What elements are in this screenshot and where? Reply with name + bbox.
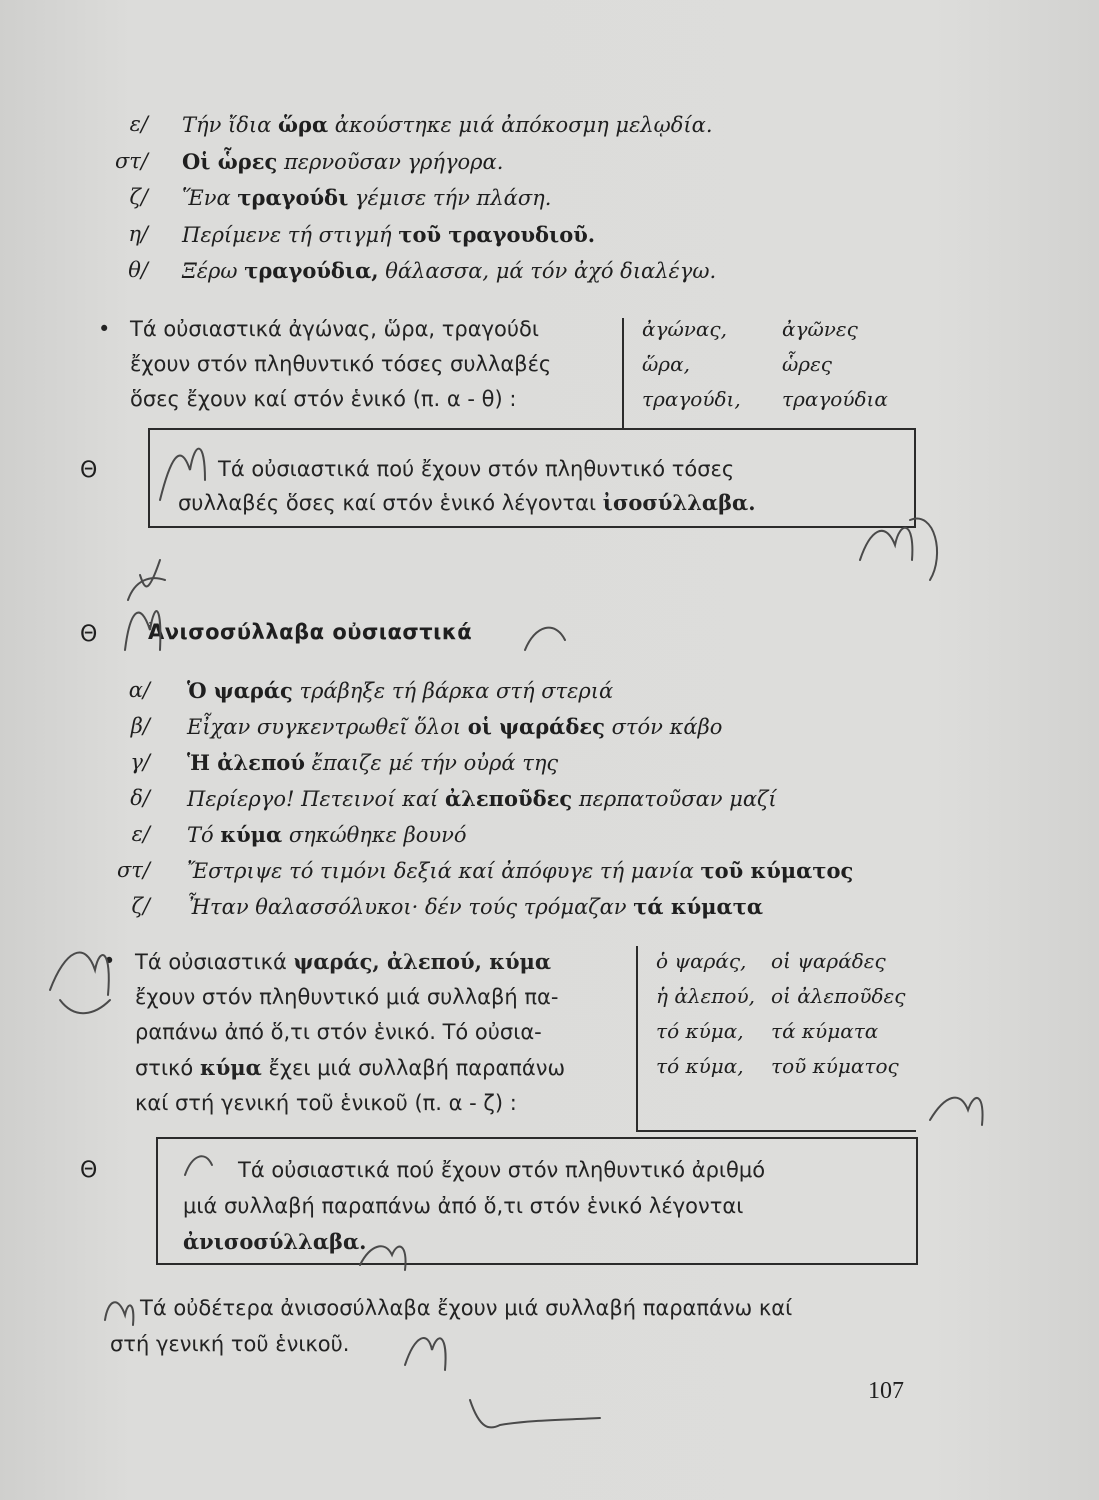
pencil-mark [50,953,109,995]
table-row: ἡ ἀλεπού, οἱ ἀλεποῦδες [656,984,906,1008]
rule-line: μιά συλλαβή παραπάνω ἀπό ὅ,τι στόν ἑνικό λέγονται [183,1194,744,1218]
example-label: η/ [128,221,148,246]
pencil-mark [405,1338,446,1370]
sentence-text: τράβηξε τή βάρκα στή στεριά [292,679,614,703]
pencil-mark [910,519,937,580]
section-heading: Ἀνισοσύλλαβα οὐσιαστικά [148,620,473,644]
page-number: 107 [868,1378,904,1404]
table-row: τό κύμα, τοῦ κύματος [656,1054,899,1078]
term-isosyllable: ἰσοσύλλαβα. [602,490,756,515]
highlighted-word: ὥρα [278,112,329,137]
sentence-text: ἔπαιζε μέ τήν οὐρά της [304,751,559,775]
example-label: α/ [128,678,150,702]
rule-line: συλλαβές ὅσες καί στόν ἑνικό λέγονται ἰσοσύλλαβα. [178,490,756,515]
sentence-text: στόν κάβο [604,715,723,739]
paragraph-line: Τά οὐσιαστικά ἀγώνας, ὥρα, τραγούδι [130,317,539,341]
pencil-mark [470,1400,600,1427]
highlighted-word: τραγούδια, [244,258,379,283]
paragraph-text: Τά οὐσιαστικά [135,950,294,974]
pencil-mark [128,578,165,600]
highlighted-word: Ὁ ψαράς [187,678,293,703]
table-row: ἀγώνας, ἀγῶνες [642,317,858,341]
example-label: γ/ [130,750,150,774]
highlighted-word: κύμα [199,1055,262,1080]
sentence-text: γέμισε τήν πλάση. [348,186,552,210]
paragraph-text: ἔχει μιά συλλαβή παραπάνω [261,1056,566,1080]
table-row: ὥρα, ὧρες [642,352,832,376]
example-label: ζ/ [129,185,148,209]
example-label: θ/ [128,258,148,282]
highlighted-word: οἱ ψαράδες [467,714,605,739]
bullet-icon: • [98,317,111,341]
table-row: ὁ ψαράς, οἱ ψαράδες [656,949,886,973]
paragraph-line: ἔχουν στόν πληθυντικό τόσες συλλαβές [130,352,552,376]
paragraph-text: στικό [135,1056,200,1080]
example-label: στ/ [116,858,150,882]
highlighted-word: ψαράς, ἀλεπού, κύμα [293,949,552,974]
paragraph-text: καί στή γενική τοῦ ἑνικοῦ (π. α - ζ) : [135,1091,517,1115]
sentence-text: Τήν ἴδια [182,113,278,137]
sentence-text: Περίμενε τή στιγμή [182,222,399,247]
highlighted-word: ἀλεποῦδες [444,786,573,811]
sentence-text: ἀκούστηκε μιά ἀπόκοσμη μελῳδία. [328,113,713,137]
paragraph-text: ραπάνω ἀπό ὅ,τι στόν ἑνικό. Τό οὐσια- [135,1020,542,1044]
example-label: ε/ [129,112,148,136]
highlighted-word: τοῦ τραγουδιοῦ. [398,221,596,247]
term-anisosyllable: ἀνισοσύλλαβα. [183,1229,367,1254]
pencil-mark [105,1302,133,1325]
paragraph-line: ὅσες ἔχουν καί στόν ἑνικό (π. α - θ) : [130,387,517,411]
highlighted-word: τοῦ κύματος [700,858,854,883]
sentence-text: Ξέρω [182,259,245,283]
highlighted-word: κύμα [220,822,283,847]
highlighted-word: Ἡ ἀλεπού [187,750,305,775]
table-row: τό κύμα, τά κύματα [656,1019,879,1043]
pencil-mark [860,528,912,560]
pencil-mark [140,560,160,586]
pencil-mark [525,628,565,650]
note-line: Τά οὐδέτερα ἀνισοσύλλαβα ἔχουν μιά συλλαβή παραπάνω καί [140,1296,793,1320]
example-label: β/ [130,714,150,738]
sentence-text: Εἶχαν συγκεντρωθεῖ ὅλοι [187,715,468,739]
sentence-text: περπατοῦσαν μαζί [572,787,777,811]
sentence-text: Τό [187,823,221,847]
sentence-text: Ἔστριψε τό τιμόνι δεξιά καί ἀπόφυγε τή μανία [187,859,701,883]
table-row: τραγούδι, τραγούδια [642,387,888,411]
pencil-mark [360,1246,406,1270]
pencil-mark [60,1000,110,1013]
example-label: δ/ [130,786,150,810]
rule-line: Τά οὐσιαστικά πού ἔχουν στόν πληθυντικό τόσες [218,457,735,481]
highlighted-word: τά κύματα [633,894,763,919]
theory-marker: Θ [80,458,98,483]
pencil-mark [160,449,205,500]
note-line: στή γενική τοῦ ἑνικοῦ. [110,1332,350,1356]
example-label: στ/ [114,148,148,173]
pencil-mark [185,1156,212,1175]
bullet-icon: • [103,949,116,973]
pencil-mark [125,611,160,650]
theory-marker: Θ [80,1158,98,1183]
sentence-text: περνοῦσαν γρήγορα. [277,149,504,174]
example-label: ζ/ [131,894,150,918]
rule-line: Τά οὐσιαστικά πού ἔχουν στόν πληθυντικό ἀριθμό [238,1158,766,1182]
paragraph-text: ἔχουν στόν πληθυντικό μιά συλλαβή πα- [135,985,559,1009]
sentence-text: θάλασσα, μά τόν ἀχό διαλέγω. [378,259,717,283]
sentence-text: Περίεργο! Πετεινοί καί [187,787,445,811]
pencil-mark [930,1098,983,1125]
sentence-text: σηκώθηκε βουνό [282,823,467,847]
highlighted-word: τραγούδι [237,185,349,210]
sentence-text: Ἕνα [182,186,238,210]
example-label: ε/ [131,822,150,846]
highlighted-word: Οἱ ὧρες [182,148,278,174]
sentence-text: Ἦταν θαλασσόλυκοι· δέν τούς τρόμαζαν [187,895,634,919]
theory-marker: Θ [80,622,98,647]
